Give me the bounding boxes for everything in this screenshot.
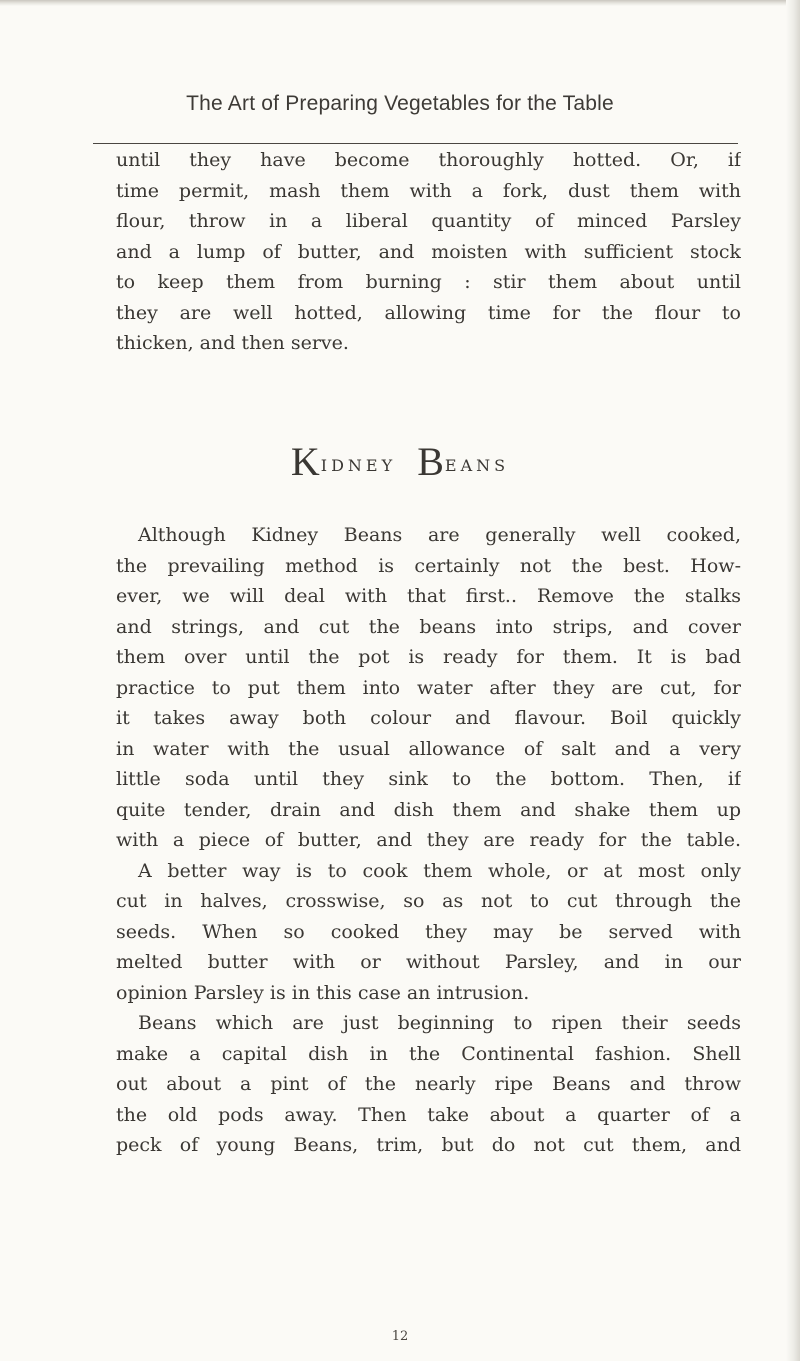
text-line: it takes away both colour and flavour. Boil quickly <box>116 707 741 729</box>
text-line: peck of young Beans, trim, but do not cut them, and <box>116 1134 741 1156</box>
text-line: ever, we will deal with that first.. Remove the stalks <box>116 585 741 607</box>
continuation-paragraph <box>116 145 741 359</box>
text-line: thicken, and then serve. <box>116 332 349 354</box>
text-line: until they have become thoroughly hotted. Or, if <box>116 149 741 171</box>
text-line: they are well hotted, allowing time for the flour to <box>116 301 741 324</box>
heading-initial: K <box>290 439 321 484</box>
heading-word-kidney <box>291 438 396 485</box>
text-line: Beans which are just beginning to ripen their seeds <box>138 1012 741 1034</box>
text-line: cut in halves, crosswise, so as not to cut through the <box>116 890 741 912</box>
text-line: A better way is to cook them whole, or at most only <box>138 859 741 882</box>
text-line: with a piece of butter, and they are ready for the table. <box>116 829 741 851</box>
text-line: little soda until they sink to the bottom. Then, if <box>116 768 741 790</box>
text-line: opinion Parsley is in this case an intrusion. <box>116 981 530 1004</box>
text-line: and strings, and cut the beans into strips, and cover <box>116 615 741 638</box>
text-line: time permit, mash them with a fork, dust them with <box>116 179 741 202</box>
section-heading <box>0 438 800 485</box>
text-line: out about a pint of the nearly ripe Beans and throw <box>116 1073 741 1095</box>
running-head-rule <box>93 143 738 144</box>
heading-word-beans <box>417 438 509 485</box>
text-line: to keep them from burning : stir them about until <box>116 271 741 293</box>
page-right-edge <box>786 0 800 1361</box>
page-number: 12 <box>391 1329 409 1344</box>
text-line: them over until the pot is ready for them. It is bad <box>116 646 741 668</box>
paragraph-kidney-beans <box>116 520 741 1161</box>
text-line: in water with the usual allowance of salt and a very <box>116 737 741 760</box>
running-head: The Art of Preparing Vegetables for the Table <box>186 92 614 115</box>
text-line: seeds. When so cooked they may be served with <box>116 920 741 943</box>
text-line: melted butter with or without Parsley, and in our <box>116 951 741 973</box>
heading-rest: EANS <box>444 456 510 475</box>
text-line: the prevailing method is certainly not the best. How- <box>116 554 741 577</box>
page-top-edge <box>0 0 800 6</box>
text-line: flour, throw in a liberal quantity of minced Parsley <box>116 210 741 232</box>
text-line: and a lump of butter, and moisten with sufficient stock <box>116 240 741 263</box>
heading-rest: IDNEY <box>320 456 397 475</box>
text-line: Although Kidney Beans are generally well cooked, <box>138 524 741 546</box>
heading-initial: B <box>417 439 445 484</box>
text-line: quite tender, drain and dish them and shake them up <box>116 798 741 821</box>
text-line: the old pods away. Then take about a quarter of a <box>116 1103 741 1126</box>
text-line: make a capital dish in the Continental fashion. Shell <box>116 1042 741 1065</box>
text-line: practice to put them into water after they are cut, for <box>116 676 741 699</box>
